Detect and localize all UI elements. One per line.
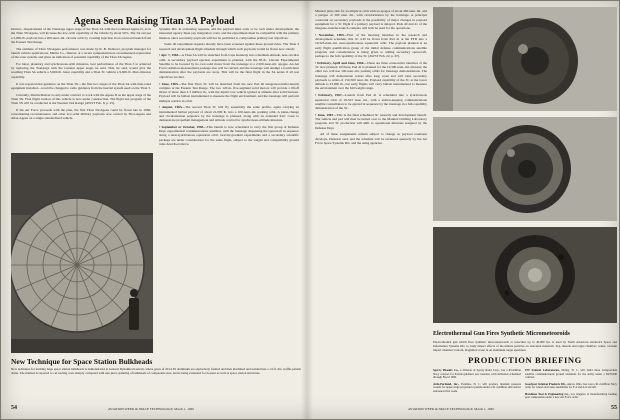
- briefing-company: Sperry Phoenix Co.,: [433, 369, 459, 372]
- schedule-text: This is the final scheduled 3C research and development launch. The vehicle and pad will then be turned over to the Manned Orbiting Laboratory program, and 3C production will shift to operational missions assigned by the Defense Dept.: [315, 112, 427, 130]
- briefing-text: Paramus, N. J., will produce titanium pressure vessels for upper-stage propulsion systems under a $1.4-million subcontract announced last week.: [433, 381, 521, 394]
- photo-caption-body: Electrothermal gun which fires synthetic micrometeoroids at velocities up to 40,000 fps. is used by North American Aviation's Space and Information Systems Div. to study impact effects of the minute particles on structural materials. Top, muzzle and target chamber; center, vacuum impact chamber; bottom, magnified crater in an aluminum target specimen.: [433, 340, 617, 352]
- schedule-item: [159, 53, 299, 79]
- briefing-column-2: [525, 369, 617, 399]
- schedule-item: [315, 61, 427, 91]
- paragraph: If the Air Force proceeds with the plan, the first Titan 3X/Agena could be flown late in 1966, consolidating reconnaissance and other low-orbit military payloads now carried by Thor-Agena and Atlas-Agena on a single standardized vehicle.: [11, 107, 151, 121]
- impact-chamber-photo: [433, 117, 617, 221]
- schedule-text: The first Titan 3C will be launched from the new Pad 40 integrate-transfer-launch complex at the Eastern Test Range. The two 120-in. five-segment solid motors will provide a liftoff thrust of more than 2.3 million lb., with the liquid core vehicle ignited at altitude after solid burnout. Payload will be ballast instrumented to measure the flight environment, and the transtage will perform multiple restarts in orbit.: [159, 81, 299, 103]
- paragraph: Denver—Replacement of the Transtage upper stage of the Titan 3A with the Lockheed Agena D, as in the Titan 3X/Agena, will increase the low-orbit capability of the vehicle by about 50%. The 3A can put a 5,000-lb. payload into a 400-naut.-mi. circular orbit by coasting injection in an eastward launch from the Eastern Test Range.: [11, 27, 151, 44]
- photo-caption-body: New technique for forming large space station bulkheads is demonstrated at General Dynamics/Convair, where gores of 2014-T6 aluminum are explosively formed and then machined and welded into a 14-ft.-dia. waffle-pattern dome. The method is reported to cut tooling costs sharply compared with one-piece spinning of bulkheads of comparable size, and is being evaluated for booster as well as space station structures.: [11, 367, 301, 376]
- page-number-right: 55: [611, 405, 617, 411]
- briefing-item: [433, 369, 521, 380]
- schedule-text: Launch from Pad 41 is scheduled into a synchronous equatorial orbit of 19,323 naut. mi., with a station-keeping communications satellite constellation to be ejected in sequence by the transtage in a full-capability demonstration of the 3C.: [315, 93, 427, 111]
- schedule-item: [159, 125, 299, 146]
- schedule-date: • June, 1965—: [159, 81, 182, 86]
- right-article-column: [315, 9, 427, 399]
- schedule-date: • September or October, 1965—: [159, 124, 207, 129]
- paragraph: Some 40 experiment requests already have been screened against these ground rules. The Titan 3 research and development flight schedule through which such payloads would be flown now stands:: [159, 42, 299, 51]
- photo-caption-title: Electrothermal Gun Fires Synthetic Micrometeoroids: [433, 331, 570, 337]
- schedule-item: [159, 82, 299, 103]
- paragraph: For lunar, planetary and synchronous-orbit missions, best performance of the Titan 3 is achieved by replacing the Transtage with the Centaur upper stage, he said. This, he said, would give the resulting Titan 3A vehicle a 5,900-lb. lunar capability and a Titan 3C vehicle a 9,600-lb. Mars mission capability.: [11, 61, 151, 79]
- page-gutter: [301, 1, 313, 420]
- briefing-text: a division of Sperry Rand Corp., has a $5-million Navy contract for Polaris guidance test consoles, with deliveries scheduled through Fiscal 1966.: [433, 369, 521, 380]
- schedule-text: The second Titan 3C will fly essentially the same profile, again carrying an instrumented ballast payload of about 21,000 lb. into a 100-naut.-mi. parking orbit. A plane-change and circularization sequence by the transtage is planned, along with an extended 6-hr. coast to demonstrate propellant management and attitude control for synchronous-altitude missions.: [159, 105, 299, 123]
- crater-closeup-photo: [433, 227, 617, 323]
- briefing-item: [525, 369, 617, 380]
- schedule-text: A Titan 3A will be launched from Cape Kennedy into a medium-altitude, near-circular orbit. A secondary payload ejection experiment is planned, with the 85-lb. Lincoln Experimental Satellite to be boosted by its own solid motor from the transtage to a 2,500-naut.-mi. apogee. An Air Force radiation measurement package also will be carried, and the transtage will attempt a fourth-burn demonstration after the payloads are away. This will be the final flight in the 3A series if all test objectives are met.: [159, 53, 299, 79]
- schedule-date: • November, 1965—: [315, 32, 348, 37]
- electrothermal-gun-photo: [433, 7, 617, 111]
- briefing-item: [525, 393, 617, 399]
- paragraph: The estimate of Titan 3X/Agena performance was made by R. B. Demoret, program manager for launch vehicle applications, Martin Co., Denver, at a recent symposium here on unmanned exploration of the solar system, and gives an indication of potential capability of the Titan 3X/Agena.: [11, 46, 151, 60]
- briefing-column-1: [433, 369, 521, 399]
- schedule-date: • June, 1967—: [315, 112, 337, 117]
- briefing-company: ITT Federal Laboratories,: [525, 369, 560, 372]
- paragraph: Currently, Martin/Denver is only under contract to work with the Agena D as the upper stage of the Titan 3X. First flight version of this vehicle is now under construction. The flight test program of the Titan 3X will be conducted at the Western Test Range (AWST Feb. 8, p. 25).: [11, 92, 151, 106]
- paragraph: Systems Div. in evaluating requests, and the payload must exist or be well under development; the interested agency must pay integration costs; and the experiment must be compatible with the primary mission, since secondary payloads will not be permitted to compromise primary test objectives.: [159, 27, 299, 40]
- briefing-company: Goodyear Aviation Products Div.,: [525, 381, 567, 386]
- schedule-date: • February, April and June, 1966—: [315, 60, 367, 65]
- paragraph: All of these assignments remain subject to change as payload readiness develops, Demoret said, and the schedule will be reviewed quarterly by the Air Force Space Systems Div. and the using agencies.: [315, 132, 427, 145]
- briefing-text: Akron, Ohio, has won a $1.2-million Navy order for wheel and brake assemblies for F-4 and A-6 aircraft.: [525, 381, 617, 390]
- magazine-footer-left: AVIATION WEEK & SPACE TECHNOLOGY, March 1, 1965: [108, 407, 194, 411]
- schedule-date: • Apr. 7, 1965—: [159, 53, 182, 58]
- schedule-text: This launch is now scheduled to carry the first group of Defense Dept. experimental communications satellites, with the transtage dispensing the spacecraft in sequence along a near-synchronous equatorial orbit. Gravity-gradient experiments and a secondary scientific package are under consideration for the same flight, subject to the weight and compatibility ground rules described above.: [159, 124, 299, 146]
- paragraph: Mission plan calls for an elliptical orbit with an apogee of about 400 naut. mi. and a perigee of 300 naut. mi., with circularization by the transtage. A principal constraint on secondary payloads is the possibility of major changes in payload equipment for a 3C flight if a primary payload is delayed. Pads 40 and 41 of the integrate-transfer-launch complex will both be used for the operations.: [315, 9, 427, 30]
- briefing-text: Nutley, N. J., will build three transportable satellite communications ground terminals for the Army under a $970,000 contract.: [525, 369, 617, 380]
- briefing-item: [433, 383, 521, 394]
- schedule-item: [315, 33, 427, 59]
- schedule-text: These are three consecutive launches of the 3C now planned. Of these, Pad 41 is planned for the 19,300-naut.-mi. mission; the other two will use 100-naut.-mi. parking orbits for transtage demonstrations. The transtage will demonstrate restart after long coast and will raise secondary payloads to orbits of 150-500 naut. mi. Payload capability of the 3C at the lower altitude is 23,000 lb., but early flights will carry ballast instrumented to measure the environment over the full weight range.: [315, 60, 427, 91]
- left-article-column-2: [159, 27, 299, 355]
- magazine-footer-right: AVIATION WEEK & SPACE TECHNOLOGY, March 1, 1965: [408, 407, 494, 411]
- briefing-item: [525, 383, 617, 390]
- schedule-date: • February, 1967—: [315, 93, 346, 98]
- left-article-column-1: [11, 27, 151, 151]
- page-number-left: 54: [11, 405, 17, 411]
- production-briefing-header: PRODUCTION BRIEFING: [468, 355, 582, 365]
- briefing-company: Hardman Tool & Engineering Co.,: [525, 391, 570, 396]
- briefing-company: Arde-Portland, Inc.,: [433, 381, 460, 386]
- schedule-item: [315, 93, 427, 110]
- article-headline: Agena Seen Raising Titan 3A Payload: [73, 15, 235, 27]
- photo-caption-title: New Technique for Space Station Bulkheads: [11, 357, 153, 366]
- schedule-date: • August, 1965—: [159, 105, 186, 110]
- briefing-text: Los Angeles, is manufacturing landing gear components under a new Air Force order.: [525, 391, 617, 399]
- paragraph: It was reported that guidance on the Titan 3X—the first two stages of the Titan 3A with man-rated equipment installed—would be changed to radio guidance from the inertial system used on the Titan 3.: [11, 81, 151, 90]
- schedule-text: First of the morning launches in the research and development schedule, this 3C will be flown from Pad 41 at the ETR into a 19,323-naut.-mi. near-synchronous equatorial orbit. The payload planned is an early flight qualification group of the initial defense communications satellite program, and consideration is being given to adding secondary spacecraft, perhaps to the full capability of the 3C (AWST Feb. 22, p. 67).: [315, 32, 427, 59]
- schedule-item: [315, 113, 427, 130]
- bulkhead-dome-photo: [11, 153, 153, 353]
- schedule-item: [159, 105, 299, 122]
